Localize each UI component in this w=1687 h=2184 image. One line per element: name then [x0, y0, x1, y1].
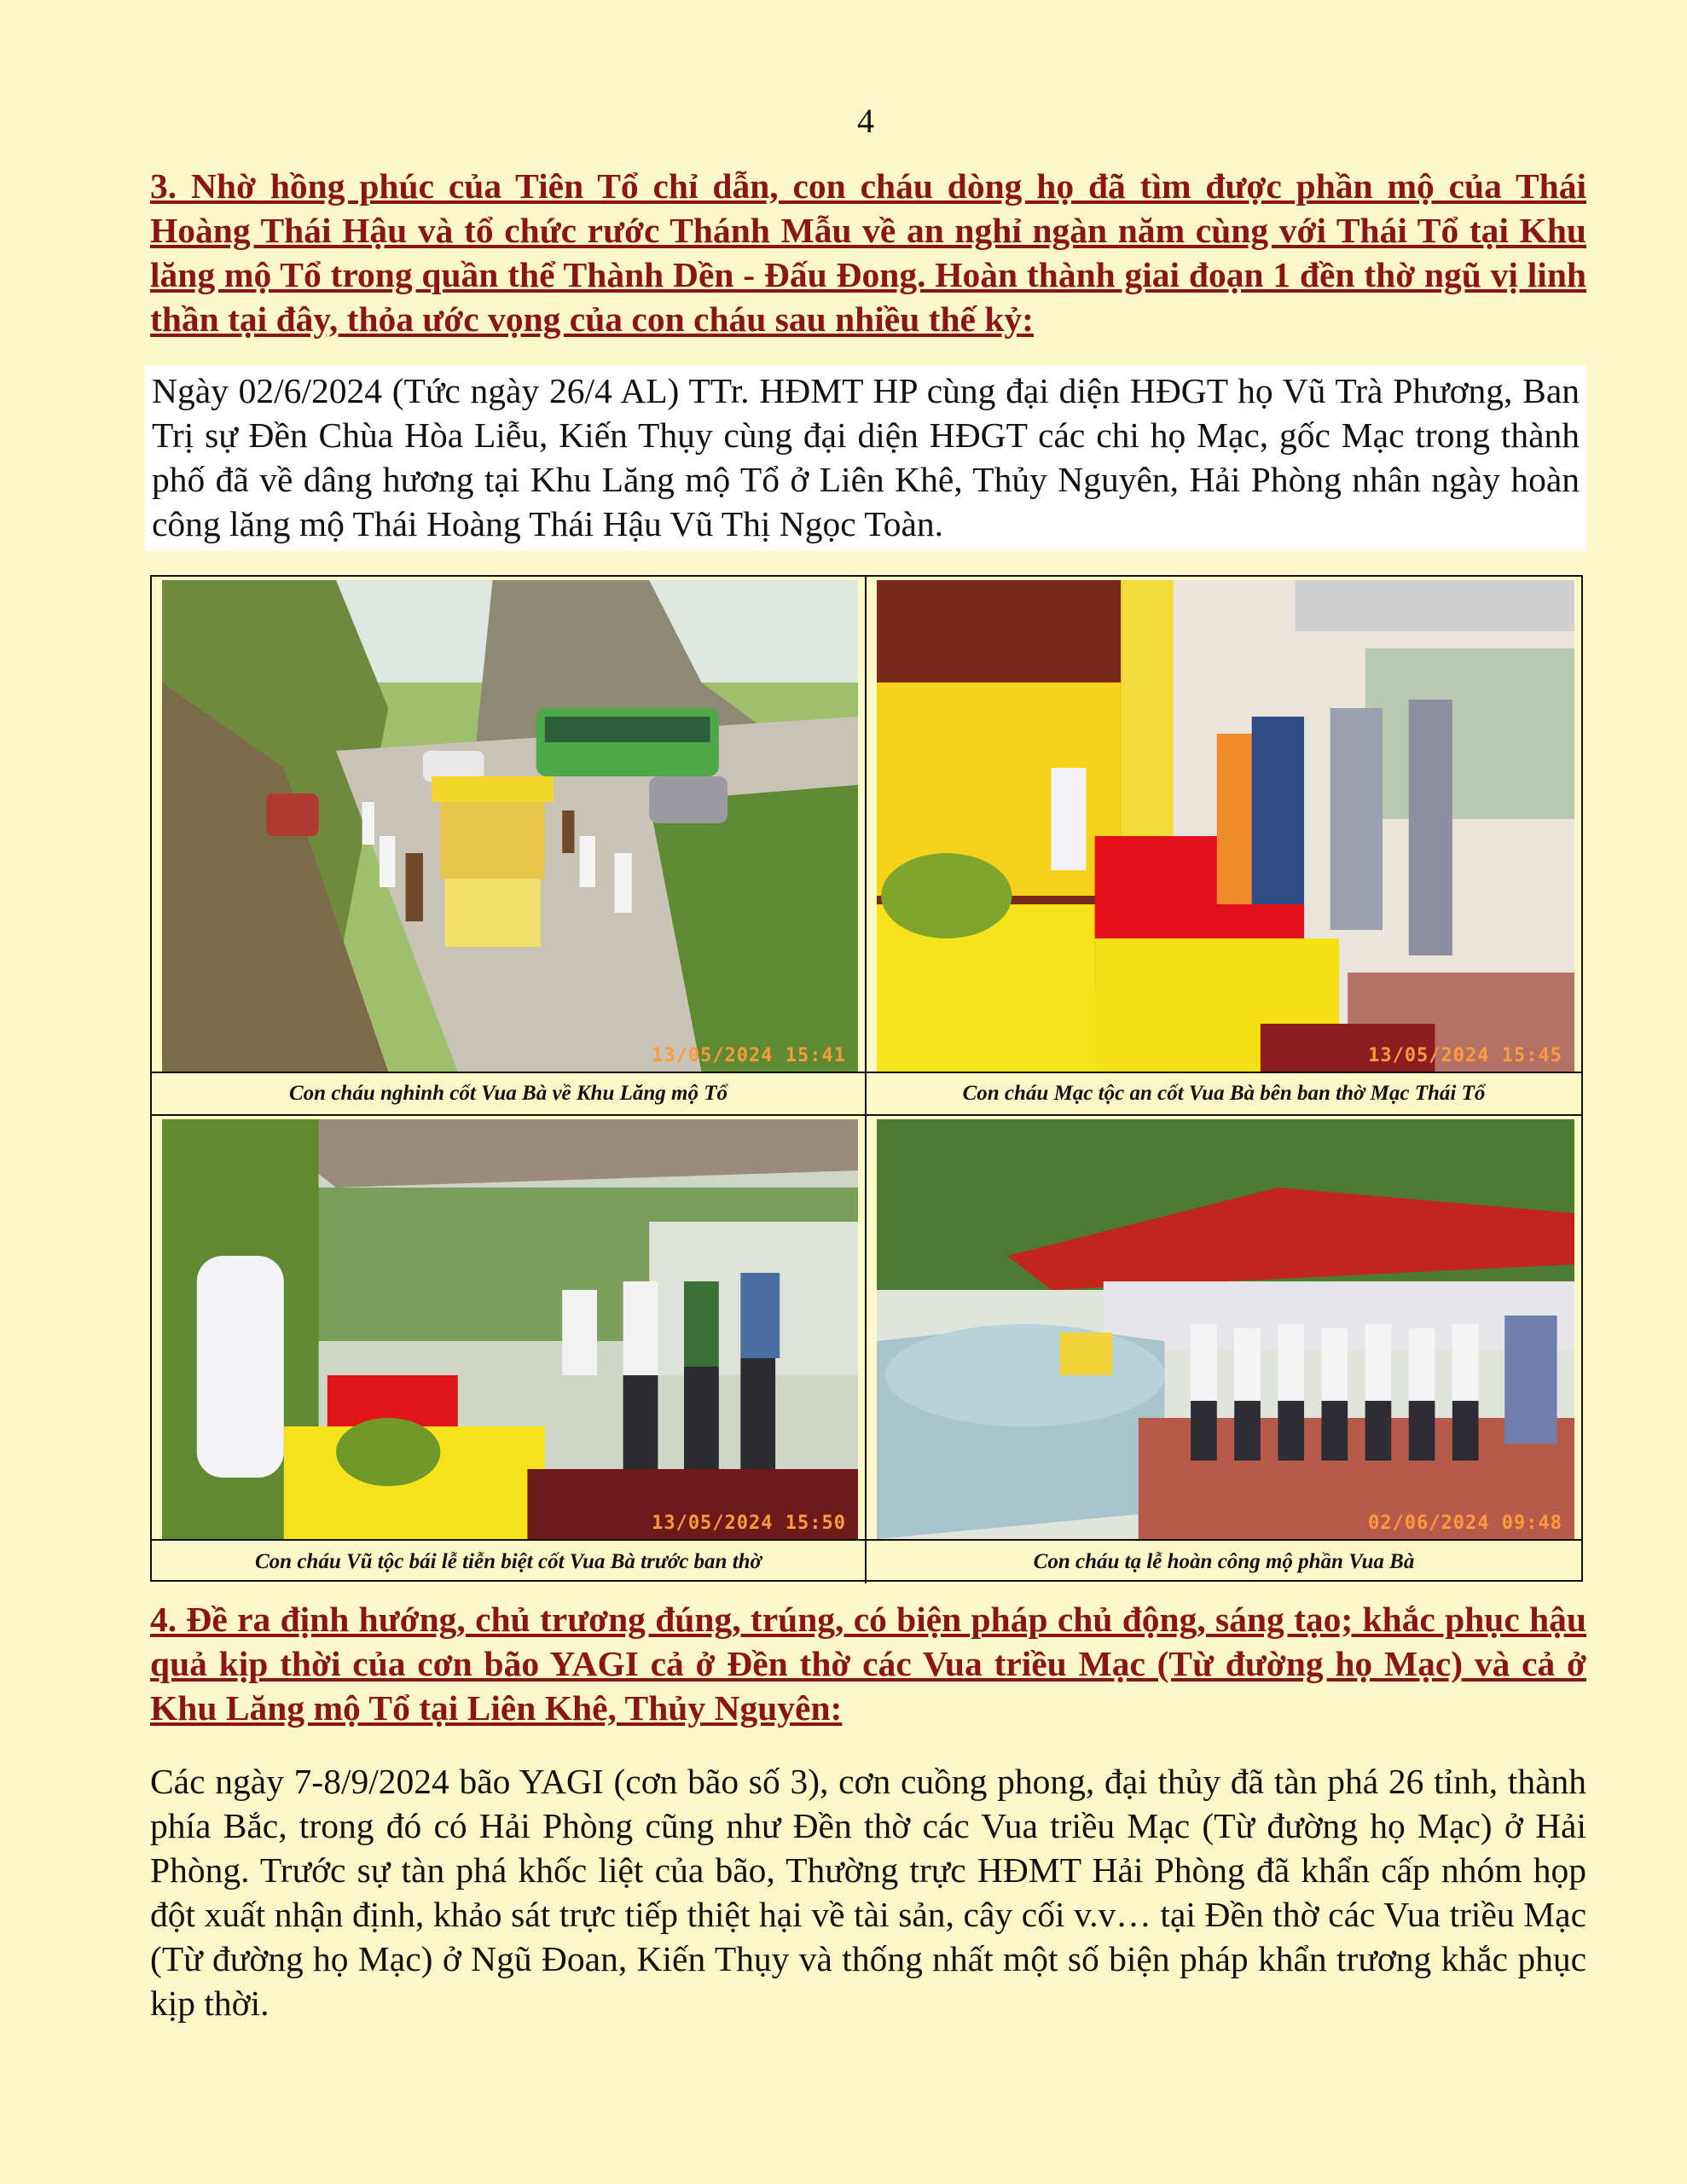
photo-grid [150, 575, 1583, 1582]
photo-cell-1 [152, 577, 867, 1072]
photo-cell-2 [867, 577, 1581, 1072]
photo-2-caption: Con cháu Mạc tộc an cốt Vua Bà bên ban thờ Mạc Thái Tổ [867, 1072, 1581, 1116]
photo-3-timestamp: 13/05/2024 15:50 [652, 1513, 846, 1534]
photo-1-timestamp: 13/05/2024 15:41 [652, 1045, 846, 1066]
photo-tomb-ceremony [877, 1119, 1574, 1539]
photo-2-timestamp: 13/05/2024 15:45 [1368, 1045, 1562, 1066]
photo-cell-4 [867, 1116, 1581, 1539]
photo-altar [877, 580, 1574, 1072]
section-4-heading: 4. Đề ra định hướng, chủ trương đúng, trúng, có biện pháp chủ động, sáng tạo; khắc phục hậu quả kịp thời của cơn bão YAGI cả ở Đền thờ các Vua triều Mạc (Từ đường họ Mạc) và cả ở Khu Lăng mộ Tổ tại Liên Khê, Thủy Nguyên: [150, 1600, 1586, 1728]
photo-4-caption: Con cháu tạ lễ hoàn công mộ phần Vua Bà [867, 1539, 1581, 1583]
section-3-paragraph: Ngày 02/6/2024 (Tức ngày 26/4 AL) TTr. HĐMT HP cùng đại diện HĐGT họ Vũ Trà Phương, Ban Trị sự Đền Chùa Hòa Liễu, Kiến Thụy cùng đại diện HĐGT các chi họ Mạc, gốc Mạc trong thành phố đã về dâng hương tại Khu Lăng mộ Tổ ở Liên Khê, Thủy Nguyên, Hải Phòng nhân ngày hoàn công lăng mộ Thái Hoàng Thái Hậu Vũ Thị Ngọc Toàn. [152, 371, 1580, 543]
page-number: 4 [857, 102, 874, 140]
section-4-paragraph: Các ngày 7-8/9/2024 bão YAGI (cơn bão số 3), cơn cuồng phong, đại thủy đã tàn phá 26 tỉnh, thành phía Bắc, trong đó có Hải Phòng cũng như Đền thờ các Vua triều Mạc (Từ đường họ Mạc) ở Hải Phòng. Trước sự tàn phá khốc liệt của bão, Thường trực HĐMT Hải Phòng đã khẩn cấp nhóm họp đột xuất nhận định, khảo sát trực tiếp thiệt hại về tài sản, cây cối v.v… tại Đền thờ các Vua triều Mạc (Từ đường họ Mạc) ở Ngũ Đoan, Kiến Thụy và thống nhất một số biện pháp khẩn trương khắc phục kịp thời. [150, 1762, 1586, 2023]
photo-worship [162, 1119, 858, 1539]
photo-4-timestamp: 02/06/2024 09:48 [1368, 1513, 1562, 1534]
section-3-paragraph-box [145, 365, 1586, 551]
section-3-heading: 3. Nhờ hồng phúc của Tiên Tổ chỉ dẫn, con cháu dòng họ đã tìm được phần mộ của Thái Hoàng Thái Hậu và tổ chức rước Thánh Mẫu về an nghỉ ngàn năm cùng với Thái Tổ tại Khu lăng mộ Tổ trong quần thể Thành Dền - Đấu Đong. Hoàn thành giai đoạn 1 đền thờ ngũ vị linh thần tại đây, thỏa ước vọng của con cháu sau nhiều thế kỷ: [150, 166, 1586, 339]
photo-3-caption: Con cháu Vũ tộc bái lễ tiễn biệt cốt Vua Bà trước ban thờ [152, 1539, 867, 1583]
photo-procession [162, 580, 858, 1072]
photo-1-caption: Con cháu nghinh cốt Vua Bà về Khu Lăng mộ Tổ [152, 1072, 867, 1116]
photo-cell-3 [152, 1116, 867, 1539]
